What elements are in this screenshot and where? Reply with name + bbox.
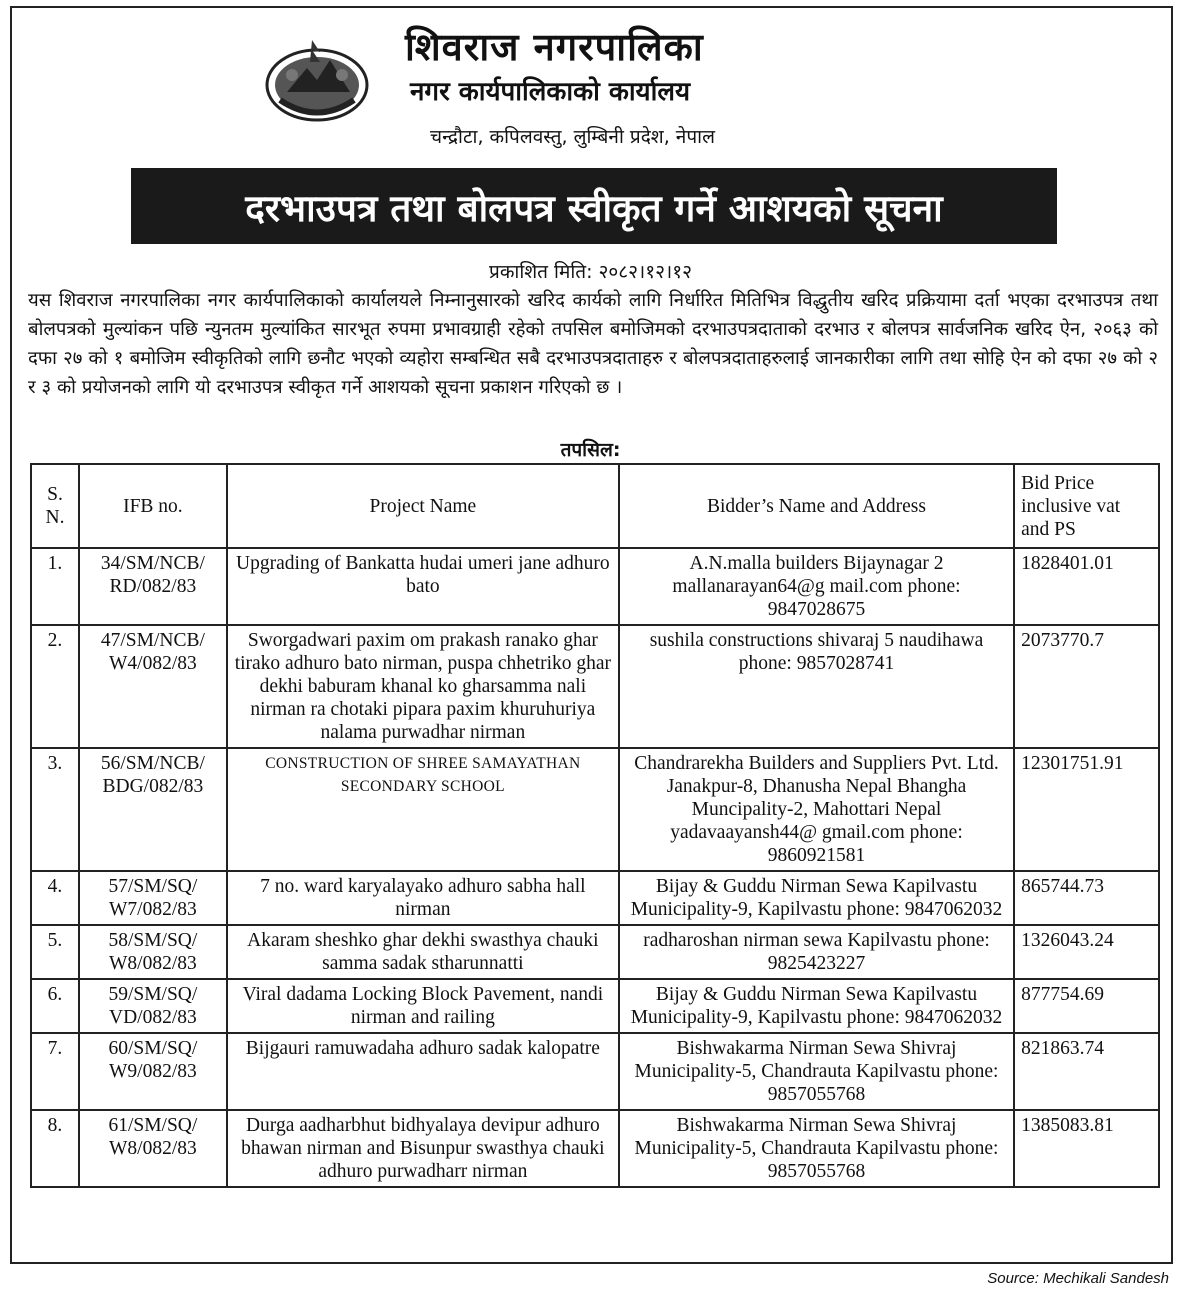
notice-title: दरभाउपत्र तथा बोलपत्र स्वीकृत गर्ने आशयको सूचना bbox=[245, 186, 943, 230]
cell-ifb: 60/SM/SQ/ W9/082/83 bbox=[79, 1033, 227, 1110]
header-sn: S. N. bbox=[31, 464, 79, 548]
header-ifb: IFB no. bbox=[79, 464, 227, 548]
notice-body: यस शिवराज नगरपालिका नगर कार्यपालिकाको कार्यालयले निम्नानुसारको खरिद कार्यको लागि निर्धारित मितिभित्र विद्धुतीय खरिद प्रक्रियामा दर्ता भएका दरभाउपत्र तथा बोलपत्रको मुल्यांकन पछि न्युनतम मुल्यांकित सारभूत रुपमा प्रभावग्राही रहेको तपसिल बमोजिमको दरभाउपत्रदाताको दरभाउ र बोलपत्र सार्वजनिक खरिद ऐन, २०६३ को दफा २७ को १ बमोजिम स्वीकृतिको लागि छनौट भएको व्यहोरा सम्बन्धित सबै दरभाउपत्रदाताहरु र बोलपत्रदाताहरुलाई जानकारीका लागि तथा सोहि ऐन को दफा २७ को २ र ३ को प्रयोजनको लागि यो दरभाउपत्र स्वीकृत गर्ने आशयको सूचना प्रकाशन गरिएको छ । bbox=[28, 290, 1158, 398]
cell-bidder: Bijay & Guddu Nirman Sewa Kapilvastu Municipality-9, Kapilvastu phone: 9847062032 bbox=[619, 979, 1014, 1033]
table-row bbox=[31, 871, 1159, 925]
table-row bbox=[31, 979, 1159, 1033]
cell-price: 2073770.7 bbox=[1014, 625, 1159, 748]
cell-price: 12301751.91 bbox=[1014, 748, 1159, 871]
cell-price: 1385083.81 bbox=[1014, 1110, 1159, 1187]
cell-ifb: 61/SM/SQ/ W8/082/83 bbox=[79, 1110, 227, 1187]
cell-bidder: Bijay & Guddu Nirman Sewa Kapilvastu Municipality-9, Kapilvastu phone: 9847062032 bbox=[619, 871, 1014, 925]
cell-sn: 2. bbox=[31, 625, 79, 748]
cell-ifb: 58/SM/SQ/ W8/082/83 bbox=[79, 925, 227, 979]
cell-price: 821863.74 bbox=[1014, 1033, 1159, 1110]
cell-ifb: 47/SM/NCB/ W4/082/83 bbox=[79, 625, 227, 748]
cell-ifb: 56/SM/NCB/ BDG/082/83 bbox=[79, 748, 227, 871]
published-date: प्रकाशित मिति: २०८२।१२।१२ bbox=[489, 261, 692, 283]
cell-price: 877754.69 bbox=[1014, 979, 1159, 1033]
office-address: चन्द्रौटा, कपिलवस्तु, लुम्बिनी प्रदेश, नेपाल bbox=[430, 126, 715, 148]
municipality-name: शिवराज नगरपालिका bbox=[405, 25, 704, 69]
source-credit: Source: Mechikali Sandesh bbox=[987, 1270, 1169, 1287]
cell-bidder: Bishwakarma Nirman Sewa Shivraj Municipality-5, Chandrauta Kapilvastu phone: 9857055768 bbox=[619, 1110, 1014, 1187]
cell-ifb: 59/SM/SQ/ VD/082/83 bbox=[79, 979, 227, 1033]
cell-price: 865744.73 bbox=[1014, 871, 1159, 925]
cell-sn: 1. bbox=[31, 548, 79, 625]
table-row bbox=[31, 1033, 1159, 1110]
notice-title-banner bbox=[131, 168, 1057, 244]
cell-ifb: 34/SM/NCB/ RD/082/83 bbox=[79, 548, 227, 625]
cell-sn: 3. bbox=[31, 748, 79, 871]
cell-project: Upgrading of Bankatta hudai umeri jane adhuro bato bbox=[227, 548, 619, 625]
cell-project: CONSTRUCTION OF SHREE SAMAYATHAN SECONDARY SCHOOL bbox=[227, 748, 619, 871]
cell-bidder: Chandrarekha Builders and Suppliers Pvt. Ltd. Janakpur-8, Dhanusha Nepal Bhangha Muncipality-2, Mahottari Nepal yadavaayansh44@ gmail.com phone: 9860921581 bbox=[619, 748, 1014, 871]
header-bidder: Bidder’s Name and Address bbox=[619, 464, 1014, 548]
bid-table bbox=[30, 463, 1160, 1188]
cell-bidder: radharoshan nirman sewa Kapilvastu phone: 9825423227 bbox=[619, 925, 1014, 979]
cell-bidder: Bishwakarma Nirman Sewa Shivraj Municipality-5, Chandrauta Kapilvastu phone: 9857055768 bbox=[619, 1033, 1014, 1110]
table-row bbox=[31, 925, 1159, 979]
table-header-row bbox=[31, 464, 1159, 548]
table-row bbox=[31, 748, 1159, 871]
table-row bbox=[31, 1110, 1159, 1187]
office-name: नगर कार्यपालिकाको कार्यालय bbox=[410, 77, 691, 107]
cell-sn: 6. bbox=[31, 979, 79, 1033]
details-label: तपसिल: bbox=[560, 439, 621, 461]
cell-project: 7 no. ward karyalayako adhuro sabha hall nirman bbox=[227, 871, 619, 925]
cell-price: 1326043.24 bbox=[1014, 925, 1159, 979]
cell-ifb: 57/SM/SQ/ W7/082/83 bbox=[79, 871, 227, 925]
table-row bbox=[31, 625, 1159, 748]
cell-price: 1828401.01 bbox=[1014, 548, 1159, 625]
cell-project: Sworgadwari paxim om prakash ranako ghar tirako adhuro bato nirman, puspa chhetriko ghar dekhi baburam khanal ko gharsamma nali nirman ra chotaki pipara paxim khuruhuriya nalama purwadhar nirman bbox=[227, 625, 619, 748]
cell-project: Akaram sheshko ghar dekhi swasthya chauki samma sadak stharunnatti bbox=[227, 925, 619, 979]
cell-sn: 8. bbox=[31, 1110, 79, 1187]
cell-project: Durga aadharbhut bidhyalaya devipur adhuro bhawan nirman and Bisunpur swasthya chauki adhuro purwadharr nirman bbox=[227, 1110, 619, 1187]
cell-sn: 5. bbox=[31, 925, 79, 979]
cell-project: Viral dadama Locking Block Pavement, nandi nirman and railing bbox=[227, 979, 619, 1033]
header-price: Bid Price inclusive vat and PS bbox=[1014, 464, 1159, 548]
cell-sn: 7. bbox=[31, 1033, 79, 1110]
cell-sn: 4. bbox=[31, 871, 79, 925]
cell-bidder: A.N.malla builders Bijaynagar 2 mallanarayan64@g mail.com phone: 9847028675 bbox=[619, 548, 1014, 625]
cell-project: Bijgauri ramuwadaha adhuro sadak kalopatre bbox=[227, 1033, 619, 1110]
header-project: Project Name bbox=[227, 464, 619, 548]
table-row bbox=[31, 548, 1159, 625]
nepal-emblem-icon bbox=[262, 30, 372, 125]
cell-bidder: sushila constructions shivaraj 5 naudihawa phone: 9857028741 bbox=[619, 625, 1014, 748]
